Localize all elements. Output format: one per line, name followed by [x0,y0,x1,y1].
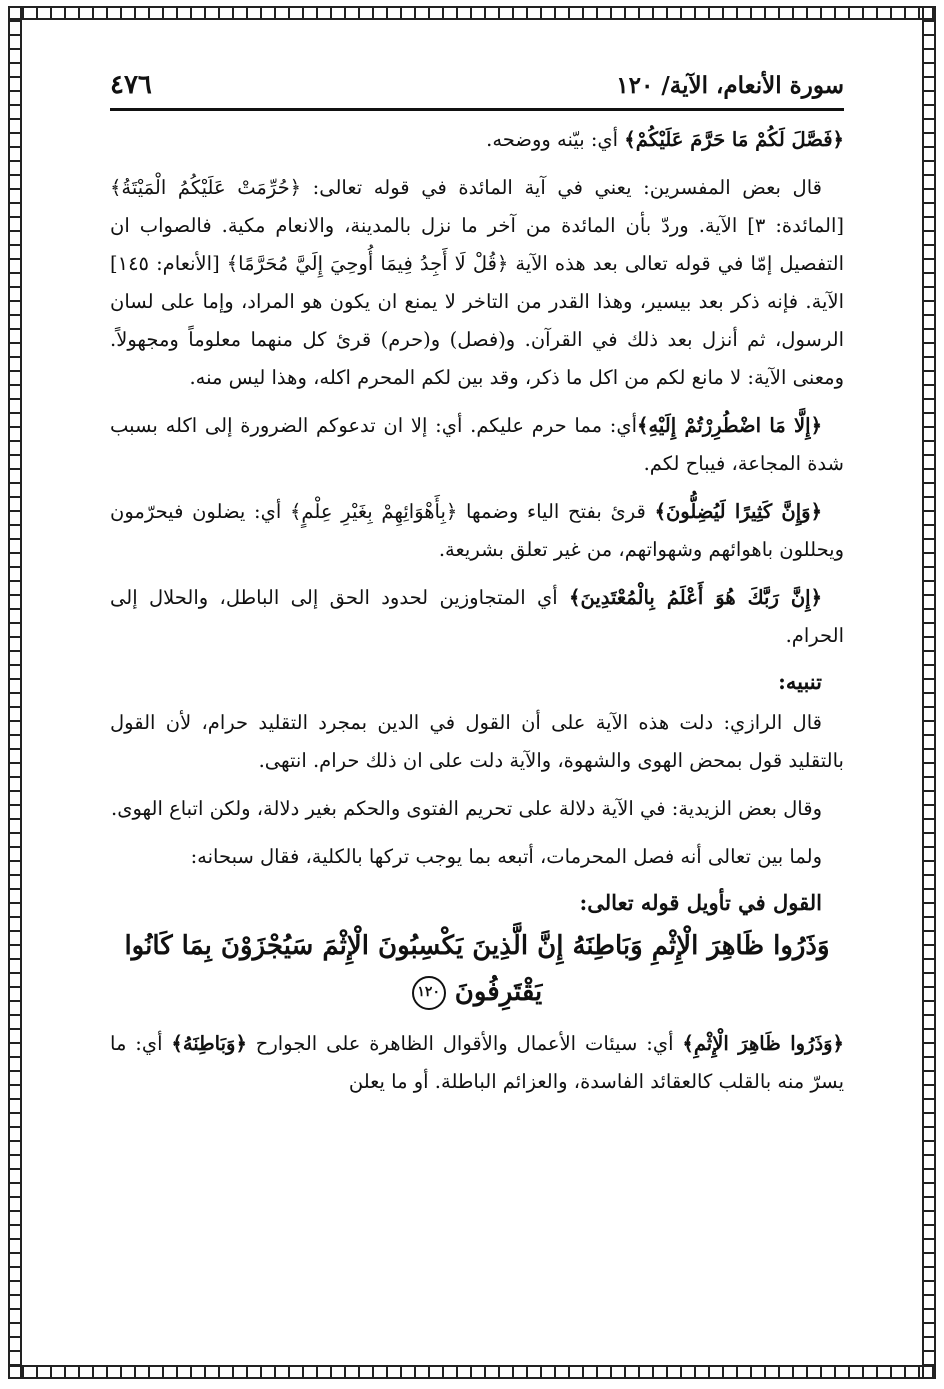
quran-quote: ﴿إِلَّا مَا اضْطُرِرْتُمْ إِلَيْهِ﴾ [637,414,822,437]
section-heading: القول في تأويل قوله تعالى: [579,890,822,915]
running-header [110,70,844,111]
ornamental-border-left [8,6,22,1379]
verse-text: وَذَرُوا ظَاهِرَ الْإِثْمِ وَبَاطِنَهُ إِنَّ الَّذِينَ يَكْسِبُونَ الْإِثْمَ سَيُجْزَوْنَ بِمَا كَانُوا يَقْتَرِفُونَ [124,931,830,1007]
notice-paragraph: ولما بين تعالى أنه فصل المحرمات، أتبعه بما يوجب تركها بالكلية، فقال سبحانه: [190,845,822,868]
paragraph-text: أي: سيئات الأعمال والأقوال الظاهرة على الجوارح [246,1032,683,1055]
verse-number-badge: ١٢٠ [412,976,446,1010]
quran-quote: ﴿وَذَرُوا ظَاهِرَ الْإِثْمِ﴾ [682,1032,844,1055]
paragraph-text: قرئ بفتح الياء وضمها ﴿بِأَهْوَائِهِمْ بِغَيْرِ عِلْمٍ﴾ أي: يضلون فيحرّمون ويحللون باهوائهم وشهواتهم، من غير تعلق بشريعة. [110,500,844,561]
page-number: ٤٧٦ [110,70,152,100]
paragraph [110,407,844,483]
quran-quote: ﴿وَبَاطِنَهُ﴾ [171,1032,247,1055]
paragraph [110,579,844,655]
paragraph-text: أي: ما يسرّ منه بالقلب كالعقائد الفاسدة، والعزائم الباطلة. أو ما يعلن [110,1032,844,1093]
notice-paragraph: قال الرازي: دلت هذه الآية على أن القول في الدين بمجرد التقليد حرام، لأن القول بالتقليد قول بمحض الهوى والشهوة، والآية دلت على ان ذلك حرام. انتهى. [110,711,844,772]
paragraph-text: أي: مما حرم عليكم. أي: إلا ان تدعوكم الضرورة إلى اكله بسبب شدة المجاعة، فيباح لكم. [110,414,844,475]
notice-heading: تنبيه: [778,669,822,694]
paragraph [110,493,844,569]
quran-quote: ﴿وَإِنَّ كَثِيرًا لَيُضِلُّونَ﴾ [654,500,822,523]
paragraph [110,121,844,159]
ornamental-border-top [8,6,936,20]
ornamental-border-right [922,6,936,1379]
surah-title: سورة الأنعام، الآية/ ١٢٠ [616,72,844,99]
paragraph-text: أي: بيّنه ووضحه. [486,128,625,151]
paragraph [110,1025,844,1101]
paragraph-text: أي المتجاوزين لحدود الحق إلى الباطل، والحلال إلى الحرام. [110,586,844,647]
quran-quote: ﴿إِنَّ رَبَّكَ هُوَ أَعْلَمُ بِالْمُعْتَدِينَ﴾ [569,586,822,609]
ornamental-border-bottom [8,1365,936,1379]
quran-quote: ﴿فَصَّلَ لَكُمْ مَا حَرَّمَ عَلَيْكُمْ﴾ [624,128,844,151]
paragraph-text: قال بعض المفسرين: يعني في آية المائدة في قوله تعالى: ﴿حُرِّمَتْ عَلَيْكُمُ الْمَيْتَةُ﴾[المائدة: ٣] الآية. وردّ بأن المائدة من آخر ما نزل بالمدينة، والانعام مكية. فالصواب ان التفصيل إمّا في قوله تعالى بعد هذه الآية ﴿قُلْ لَا أَجِدُ فِيمَا أُوحِيَ إِلَيَّ مُحَرَّمًا﴾ [الأنعام: ١٤٥] الآية. فإنه ذكر بعد بيسير، وهذا القدر من التاخر لا يمنع ان يكون هو المراد، وإما على لسان الرسول، ثم أنزل بعد ذلك في القرآن. و(فصل) و(حرم) قرئ كل منهما معلوماً ومجهولاً. ومعنى الآية: لا مانع لكم من اكل ما ذكر، وقد بين لكم المحرم اكله، وهذا ليس منه. [110,176,844,389]
quran-verse [110,923,844,1015]
notice-paragraph: وقال بعض الزيدية: في الآية دلالة على تحريم الفتوى والحكم بغير دلالة، ولكن اتباع الهوى. [111,797,822,820]
page-content [110,60,844,1329]
paragraph [110,169,844,397]
